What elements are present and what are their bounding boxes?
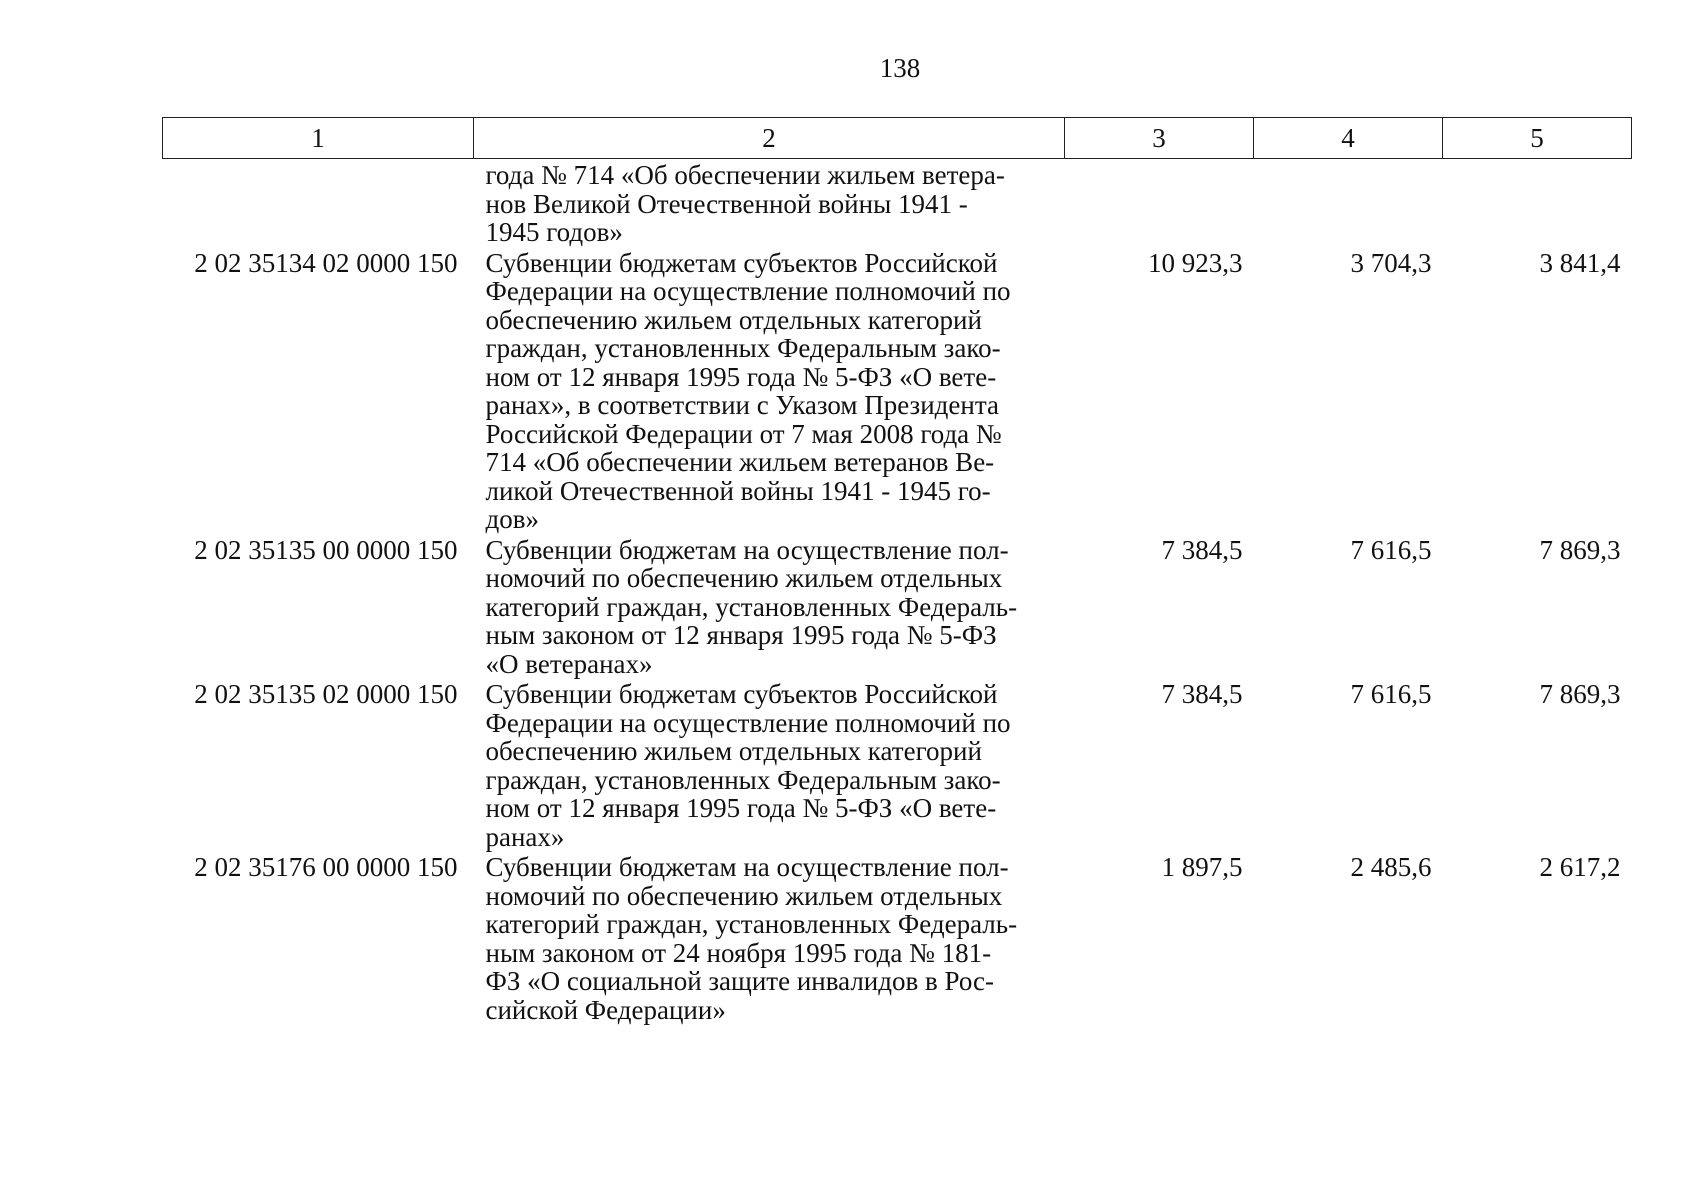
description-line: 714 «Об обеспечении жильем ветеранов Ве-: [485, 447, 995, 477]
value-col3-cell: 7 384,5: [1161, 534, 1243, 565]
description-line: Субвенции бюджетам субъектов Российской: [485, 247, 998, 278]
description-line: года № 714 «Об обеспечении жильем ветера-: [485, 160, 1005, 190]
column-header-2: 2: [474, 118, 1065, 159]
budget-code-cell: 2 02 35134 02 0000 150: [194, 247, 458, 278]
description-cell: [474, 249, 1065, 536]
description-line: граждан, установленных Федеральным зако-: [485, 764, 1001, 795]
value-col3-cell: 1 897,5: [1161, 852, 1243, 882]
value-col5-cell: 2 617,2: [1539, 852, 1621, 882]
description-line: Субвенции бюджетам на осуществление пол-: [485, 534, 1009, 565]
value-col3-cell: 7 384,5: [1161, 679, 1243, 709]
value-col5-cell: [1443, 159, 1632, 249]
description-cell: [474, 680, 1065, 853]
description-line: категорий граждан, установленных Федераль-: [485, 591, 1018, 622]
column-header-4: 4: [1254, 118, 1443, 159]
table-row: [163, 536, 1632, 681]
value-col5-cell: 7 869,3: [1539, 534, 1621, 565]
description-line: обеспечению жильем отдельных категорий: [485, 304, 982, 335]
table-row: [163, 159, 1632, 249]
description-line: дов»: [485, 504, 539, 534]
table-row: [163, 249, 1632, 536]
description-line: Федерации на осуществление полномочий по: [485, 276, 1011, 306]
description-line: Федерации на осуществление полномочий по: [485, 707, 1011, 738]
budget-code-cell: 2 02 35135 00 0000 150: [194, 534, 458, 565]
description-cell: [474, 853, 1065, 1026]
budget-table: [162, 117, 1632, 1026]
description-line: ном от 12 января 1995 года № 5-ФЗ «О вете-: [485, 793, 997, 823]
description-cell: [474, 159, 1065, 249]
value-col3-cell: [1065, 159, 1254, 249]
column-header-5: 5: [1443, 118, 1632, 159]
description-line: 1945 годов»: [485, 217, 623, 247]
value-col4-cell: 3 704,3: [1350, 247, 1432, 278]
table-row: [163, 680, 1632, 853]
description-line: граждан, установленных Федеральным зако-: [485, 333, 1001, 363]
description-line: ликой Отечественной войны 1941 - 1945 го-: [485, 475, 991, 506]
table-row: [163, 853, 1632, 1026]
value-col4-cell: [1254, 159, 1443, 249]
budget-code-cell: [163, 159, 474, 249]
header-row: [163, 118, 1632, 159]
description-line: ным законом от 24 ноября 1995 года № 181-: [485, 937, 992, 968]
description-line: категорий граждан, установленных Федераль-: [485, 909, 1018, 939]
description-line: номочий по обеспечению жильем отдельных: [485, 880, 1003, 911]
description-line: ном от 12 января 1995 года № 5-ФЗ «О вете-: [485, 361, 997, 392]
value-col4-cell: 2 485,6: [1350, 852, 1432, 882]
description-line: нов Великой Отечественной войны 1941 -: [485, 188, 968, 219]
column-header-1: 1: [163, 118, 474, 159]
page-number: 138: [879, 53, 921, 83]
budget-code-cell: 2 02 35176 00 0000 150: [194, 852, 458, 882]
value-col5-cell: 3 841,4: [1539, 247, 1621, 278]
budget-code-cell: 2 02 35135 02 0000 150: [194, 679, 458, 709]
value-col5-cell: 7 869,3: [1539, 679, 1621, 709]
description-line: ранах»: [485, 821, 565, 852]
column-header-3: 3: [1065, 118, 1254, 159]
description-line: Субвенции бюджетам субъектов Российской: [485, 679, 998, 709]
description-line: Субвенции бюджетам на осуществление пол-: [485, 852, 1009, 882]
value-col3-cell: 10 923,3: [1148, 247, 1243, 278]
description-line: Российской Федерации от 7 мая 2008 года №: [485, 418, 1002, 449]
value-col4-cell: 7 616,5: [1350, 534, 1432, 565]
description-cell: [474, 536, 1065, 681]
description-line: ФЗ «О социальной защите инвалидов в Рос-: [485, 966, 994, 996]
description-line: ранах», в соответствии с Указом Президента: [485, 390, 999, 420]
table-header: [163, 118, 1632, 159]
description-line: обеспечению жильем отдельных категорий: [485, 736, 982, 766]
description-line: ным законом от 12 января 1995 года № 5-ФЗ: [485, 620, 997, 650]
table-body: [163, 159, 1632, 1027]
value-col4-cell: 7 616,5: [1350, 679, 1432, 709]
description-line: номочий по обеспечению жильем отдельных: [485, 563, 1003, 593]
description-line: сийской Федерации»: [485, 994, 726, 1025]
description-line: «О ветеранах»: [485, 648, 653, 679]
